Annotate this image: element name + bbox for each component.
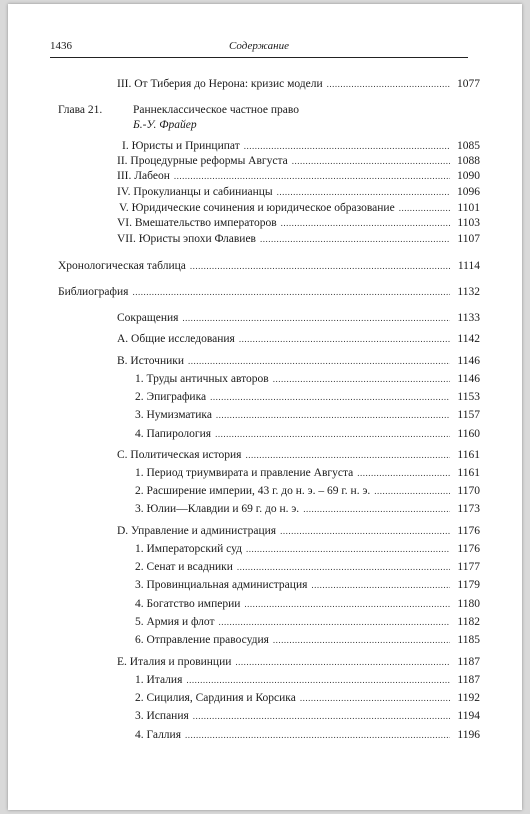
- toc-entry: Библиография ..... 1132: [58, 286, 480, 299]
- toc-entry: III. Лабеон ..... 1090: [117, 170, 480, 183]
- toc-entry: Хронологическая таблица ..... 1114: [58, 260, 480, 273]
- toc-entry: 4. Галлия ..... 1196: [135, 729, 480, 742]
- toc-entry: 3. Юлии—Клавдии и 69 г. до н. э. ..... 1173: [135, 503, 480, 516]
- toc-entry: 1. Императорский суд ..... 1176: [135, 543, 480, 556]
- toc-entry: C. Политическая история ..... 1161: [117, 449, 480, 462]
- toc-entry: B. Источники ..... 1146: [117, 355, 480, 368]
- toc-entry: 1. Период триумвирата и правление Августа ..... 1161: [135, 467, 480, 480]
- toc-entry: 4. Папирология ..... 1160: [135, 428, 480, 441]
- toc-entry: Сокращения ..... 1133: [117, 312, 480, 325]
- toc-entry: 2. Сенат и всадники ..... 1177: [135, 561, 480, 574]
- toc-entry: 3. Провинциальная администрация ..... 1179: [135, 579, 480, 592]
- toc-entry: 2. Эпиграфика ..... 1153: [135, 391, 480, 404]
- chapter-title: Раннеклассическое частное право: [133, 104, 300, 116]
- toc-entry: D. Управление и администрация ..... 1176: [117, 525, 480, 538]
- toc-entry: IV. Прокулианцы и сабинианцы ..... 1096: [117, 186, 480, 199]
- running-title: Содержание: [228, 40, 289, 52]
- toc-entry: V. Юридические сочинения и юридическое образование ..... 1101: [119, 202, 480, 215]
- toc-entry: 1. Труды античных авторов ..... 1146: [135, 373, 480, 386]
- running-header: [50, 40, 468, 54]
- page-number: 1436: [50, 40, 72, 52]
- toc-entry: 1. Италия ..... 1187: [135, 674, 480, 687]
- toc-entry: II. Процедурные реформы Августа ..... 1088: [117, 155, 480, 168]
- document-page: [8, 4, 522, 810]
- toc-entry: 3. Нумизматика ..... 1157: [135, 409, 480, 422]
- toc-entry: I. Юристы и Принципат ..... 1085: [122, 140, 480, 153]
- chapter-author: Б.-У. Фрайер: [133, 119, 197, 131]
- toc-entry: 2. Сицилия, Сардиния и Корсика ..... 1192: [135, 692, 480, 705]
- toc-entry: 3. Испания ..... 1194: [135, 710, 480, 723]
- toc-entry: III. От Тиберия до Нерона: кризис модели ..... 1077: [117, 78, 480, 91]
- toc-entry: A. Общие исследования ..... 1142: [117, 333, 480, 346]
- chapter-number: Глава 21.: [58, 104, 103, 116]
- toc-entry: 5. Армия и флот ..... 1182: [135, 616, 480, 629]
- toc-entry: 2. Расширение империи, 43 г. до н. э. – 69 г. н. э. ..... 1170: [135, 485, 480, 498]
- header-rule: [50, 57, 468, 58]
- toc-entry: VI. Вмешательство императоров ..... 1103: [117, 217, 480, 230]
- toc-entry: 4. Богатство империи ..... 1180: [135, 598, 480, 611]
- toc-entry: E. Италия и провинции ..... 1187: [117, 656, 480, 669]
- toc-entry: VII. Юристы эпохи Флавиев ..... 1107: [117, 233, 480, 246]
- toc-entry: 6. Отправление правосудия ..... 1185: [135, 634, 480, 647]
